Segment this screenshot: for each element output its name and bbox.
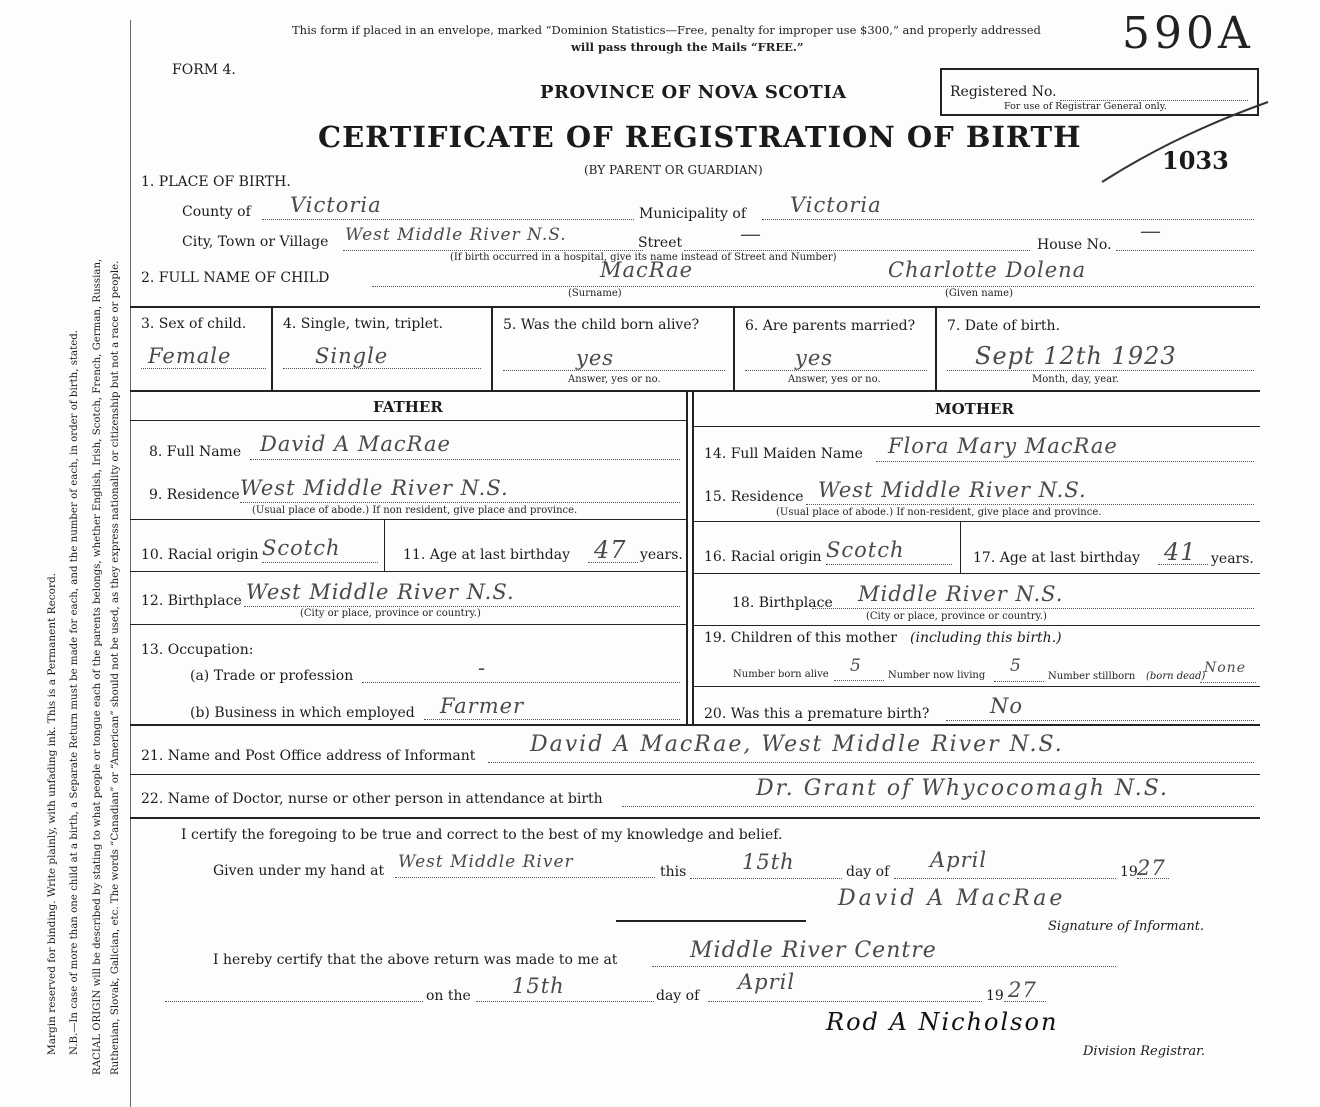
mother-heading: MOTHER [935, 400, 1014, 418]
county-value: Victoria [290, 193, 382, 217]
father-birthplace-caption: (City or place, province or country.) [300, 608, 481, 619]
business-value: Farmer [440, 694, 525, 718]
premature-birth-value: No [990, 694, 1024, 718]
born-alive-value: yes [576, 346, 615, 370]
informant-signature: David A MacRae [838, 886, 1066, 911]
surname-caption: (Surname) [568, 288, 622, 299]
parents-married-value: yes [795, 346, 834, 370]
certification-statement: I certify the foregoing to be true and correct to the best of my knowledge and belief. [181, 827, 783, 843]
informant-label: 21. Name and Post Office address of Informant [141, 748, 476, 764]
city-value: West Middle River N.S. [345, 225, 567, 245]
father-birthplace-label: 12. Birthplace [141, 593, 242, 609]
mother-name-value: Flora Mary MacRae [888, 434, 1118, 458]
stillborn-count-value: None [1204, 660, 1246, 676]
house-number-label: House No. [1037, 237, 1112, 253]
father-age-value: 47 [594, 536, 627, 564]
street-value: — [740, 222, 762, 246]
informant-value: David A MacRae, West Middle River N.S. [530, 732, 1064, 757]
children-of-mother-note: (including this birth.) [910, 630, 1062, 646]
mother-racial-origin-label: 16. Racial origin [704, 549, 822, 565]
certification-place-value: West Middle River [398, 852, 574, 872]
mother-birthplace-label: 18. Birthplace [732, 595, 833, 611]
registrar-statement: I hereby certify that the above return was made to me at [213, 952, 618, 968]
father-residence-label: 9. Residence [149, 487, 240, 503]
father-name-value: David A MacRae [260, 432, 451, 456]
registrar-day-value: 15th [512, 974, 565, 998]
registrar-year-prefix: 19 [986, 988, 1004, 1004]
father-residence-value: West Middle River N.S. [240, 476, 509, 500]
father-racial-origin-value: Scotch [262, 536, 341, 560]
mail-notice-free: will pass through the Mails “FREE.” [571, 40, 804, 54]
child-surname-value: MacRae [600, 258, 694, 282]
doctor-label: 22. Name of Doctor, nurse or other person in attendance at birth [141, 791, 603, 807]
municipality-value: Victoria [790, 193, 882, 217]
stamped-number: 1033 [1162, 146, 1229, 175]
plurality-value: Single [315, 344, 389, 368]
house-number-value: — [1140, 219, 1162, 243]
margin-divider [130, 20, 131, 1107]
date-of-birth-label: 7. Date of birth. [947, 318, 1061, 334]
registrar-day-of-label: day of [656, 988, 700, 1004]
trade-label: (a) Trade or profession [190, 668, 354, 684]
county-label: County of [182, 204, 251, 220]
given-name-caption: (Given name) [945, 288, 1013, 299]
mother-birthplace-caption: (City or place, province or country.) [866, 611, 1047, 622]
date-of-birth-caption: Month, day, year. [1032, 374, 1119, 385]
business-label: (b) Business in which employed [190, 705, 415, 721]
mother-age-value: 41 [1164, 538, 1197, 566]
father-heading: FATHER [373, 398, 443, 416]
trade-value: - [478, 656, 487, 680]
sidebar-note-binding: Margin reserved for binding. Write plainly, with unfading ink. This is a Permanent Record. [46, 572, 58, 1055]
father-age-label: 11. Age at last birthday [403, 547, 571, 563]
registered-number-label: Registered No. [950, 84, 1057, 100]
now-living-count-value: 5 [1010, 656, 1022, 676]
certification-month-value: April [930, 848, 988, 872]
handwritten-file-number: 590A [1122, 8, 1254, 59]
stillborn-count-note: (born dead) [1146, 671, 1206, 682]
father-racial-origin-label: 10. Racial origin [141, 547, 259, 563]
father-birthplace-value: West Middle River N.S. [246, 580, 515, 604]
document-title: CERTIFICATE OF REGISTRATION OF BIRTH [318, 120, 1082, 154]
registrar-place-value: Middle River Centre [690, 938, 937, 963]
children-of-mother-label: 19. Children of this mother [704, 630, 897, 646]
father-residence-caption: (Usual place of abode.) If non resident, give place and province. [252, 505, 578, 516]
parents-married-label: 6. Are parents married? [745, 318, 916, 334]
mother-age-label: 17. Age at last birthday [973, 550, 1141, 566]
registrar-caption: Division Registrar. [1083, 1044, 1205, 1059]
registrar-month-value: April [738, 970, 796, 994]
born-alive-caption: Answer, yes or no. [568, 374, 661, 385]
child-name-label: 2. FULL NAME OF CHILD [141, 270, 330, 286]
sidebar-note-multiple-births: N.B.—In case of more than one child at a birth, a Separate Return must be made for each, and the number of each, in order of birth, stated. [69, 330, 80, 1055]
certification-year-value: 27 [1137, 856, 1166, 880]
born-alive-count-label: Number born alive [733, 669, 829, 680]
born-alive-count-value: 5 [850, 656, 862, 676]
premature-birth-label: 20. Was this a premature birth? [704, 706, 930, 722]
place-of-birth-heading: 1. PLACE OF BIRTH. [141, 174, 291, 190]
registrar-use-note: For use of Registrar General only. [1004, 101, 1167, 112]
province-heading: PROVINCE OF NOVA SCOTIA [540, 82, 847, 103]
certification-day-value: 15th [742, 850, 795, 874]
municipality-label: Municipality of [639, 206, 747, 222]
registrar-on-the-label: on the [426, 988, 471, 1004]
sex-value: Female [148, 344, 232, 368]
born-alive-label: 5. Was the child born alive? [503, 317, 700, 333]
registrar-signature: Rod A Nicholson [826, 1008, 1059, 1036]
form-number: FORM 4. [172, 62, 236, 78]
document-subtitle: (BY PARENT OR GUARDIAN) [584, 163, 763, 177]
father-years-label: years. [640, 547, 683, 563]
certification-this-label: this [660, 864, 687, 880]
mother-birthplace-value: Middle River N.S. [858, 582, 1064, 606]
registrar-year-value: 27 [1008, 978, 1037, 1002]
given-under-hand-label: Given under my hand at [213, 863, 385, 879]
sidebar-note-racial-origin: RACIAL ORIGIN will be described by stating to what people or tongue each of the parents belongs, whether English, Irish, Scotch, French, German, Russian, [92, 258, 103, 1075]
mother-years-label: years. [1211, 551, 1254, 567]
sidebar-note-racial-origin-cont: Ruthenian, Slovak, Galician, etc. The words “Canadian” or “American” should not be used, as they express nationality or citizenship but not a race or people. [110, 260, 121, 1075]
occupation-label: 13. Occupation: [141, 642, 254, 658]
mother-residence-caption: (Usual place of abode.) If non-resident, give place and province. [776, 507, 1102, 518]
date-of-birth-value: Sept 12th 1923 [975, 342, 1177, 370]
sex-label: 3. Sex of child. [141, 316, 247, 332]
mother-name-label: 14. Full Maiden Name [704, 446, 863, 462]
parents-married-caption: Answer, yes or no. [788, 374, 881, 385]
stillborn-count-label: Number stillborn [1048, 671, 1136, 682]
binding-margin [0, 0, 130, 1107]
father-name-label: 8. Full Name [149, 444, 242, 460]
plurality-label: 4. Single, twin, triplet. [283, 316, 444, 332]
certification-day-of-label: day of [846, 864, 890, 880]
mother-residence-value: West Middle River N.S. [818, 478, 1087, 502]
hospital-note: (If birth occurred in a hospital, give its name instead of Street and Number) [450, 252, 837, 263]
street-label: Street [638, 235, 683, 251]
child-given-name-value: Charlotte Dolena [888, 258, 1087, 282]
mother-racial-origin-value: Scotch [826, 538, 905, 562]
city-label: City, Town or Village [182, 234, 329, 250]
now-living-count-label: Number now living [888, 670, 986, 681]
certification-year-prefix: 19 [1120, 864, 1138, 880]
informant-signature-caption: Signature of Informant. [1048, 919, 1205, 934]
mother-residence-label: 15. Residence [704, 489, 804, 505]
doctor-value: Dr. Grant of Whycocomagh N.S. [756, 776, 1169, 801]
mail-notice: This form if placed in an envelope, marked “Dominion Statistics—Free, penalty for improper use $300,” and properly addressed [292, 23, 1041, 37]
